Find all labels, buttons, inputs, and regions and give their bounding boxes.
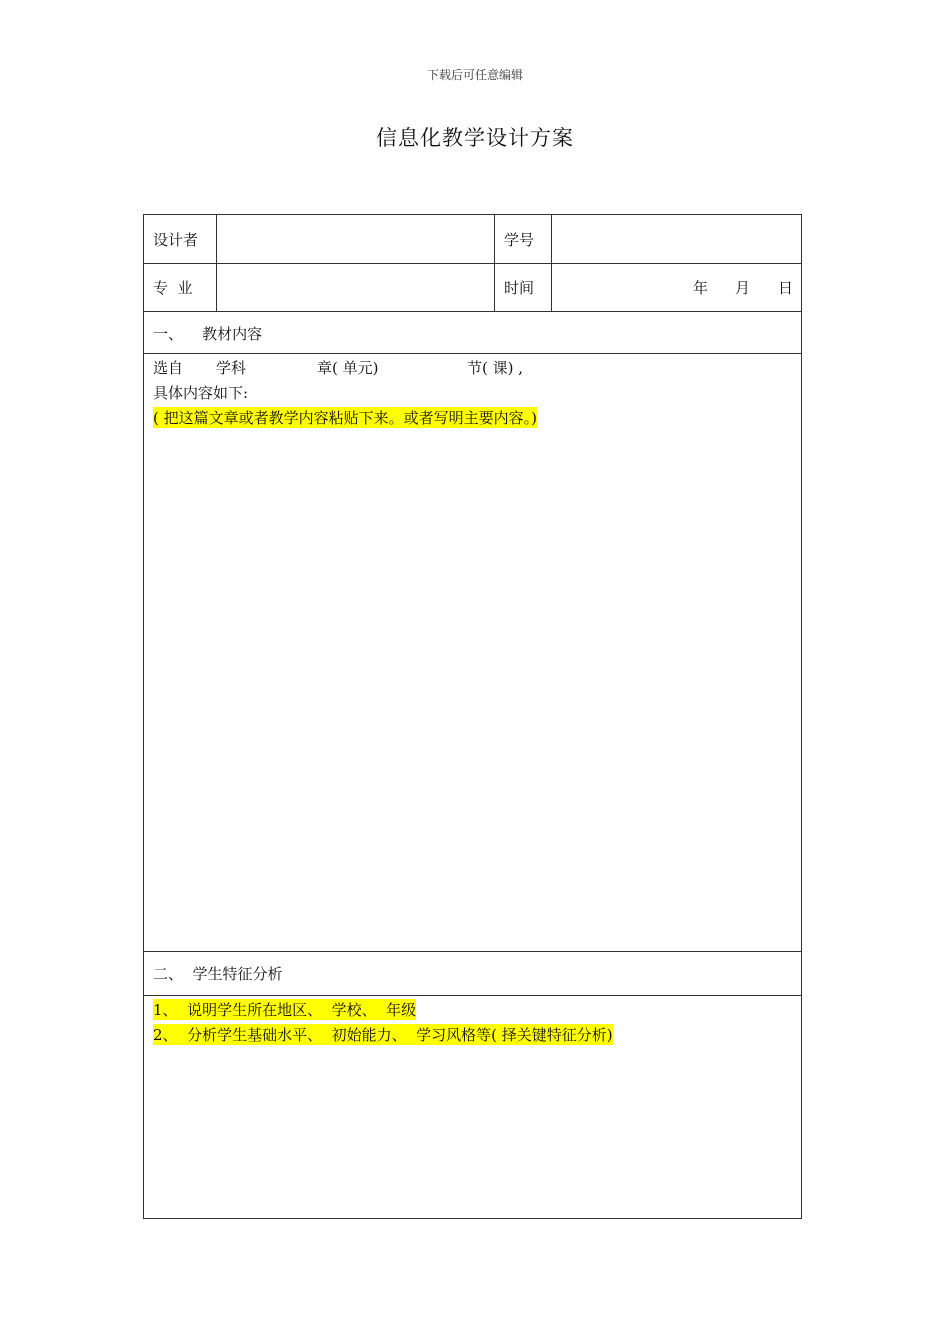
learner-analysis-area[interactable] [145,996,800,1218]
date-field[interactable] [552,264,801,310]
chapter-label: 章( 单元) [317,359,379,377]
header-note: 下载后可任意编辑 [426,68,523,82]
major-label: 专 业 [153,279,193,297]
major-field[interactable] [217,264,493,310]
content-intro: 具体内容如下: [153,384,249,402]
analysis-item-1: 1、 说明学生所在地区、 学校、 年级 [153,1001,417,1019]
designer-field[interactable] [217,216,493,262]
designer-label: 设计者 [153,231,199,249]
source-prefix: 选自 [153,359,184,377]
analysis-item-2: 2、 分析学生基础水平、 初始能力、 学习风格等( 择关键特征分析) [153,1026,613,1044]
student-id-label: 学号 [504,231,535,249]
column-divider [494,215,495,311]
row-divider [144,951,801,952]
time-label: 时间 [504,279,535,297]
section-teaching-content-heading: 一、 教材内容 [153,325,263,343]
lesson-label: 节( 课) , [467,359,524,377]
section-learner-analysis-heading: 二、 学生特征分析 [153,965,283,983]
design-form-table [143,214,802,1219]
date-year-label: 年 [693,279,709,297]
date-month-label: 月 [735,279,751,297]
subject-label: 学科 [216,359,247,377]
document-title: 信息化教学设计方案 [376,126,574,150]
date-day-label: 日 [778,279,794,297]
content-hint-highlight: ( 把这篇文章或者教学内容粘贴下来。或者写明主要内容。) [153,409,537,427]
student-id-field[interactable] [552,216,801,262]
row-divider [144,311,801,312]
teaching-content-area[interactable] [145,354,800,950]
